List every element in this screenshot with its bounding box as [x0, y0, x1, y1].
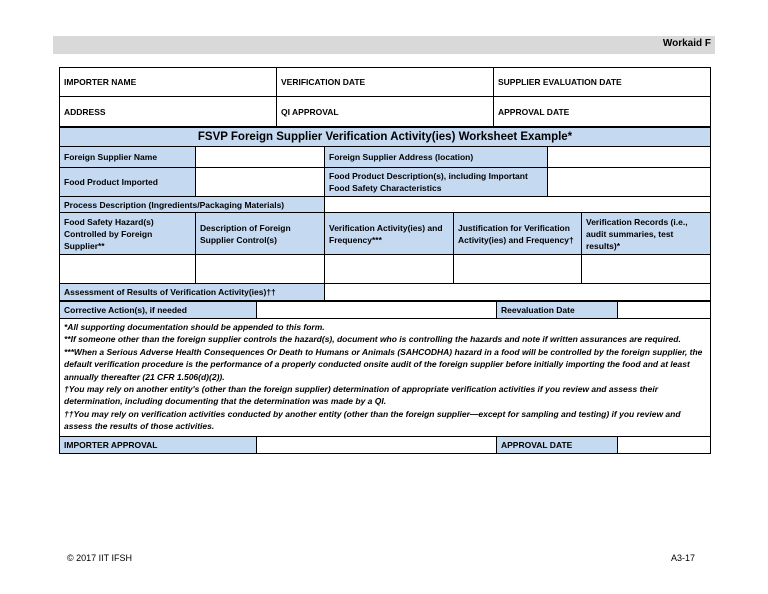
- corrective-action-label: Corrective Action(s), if needed: [60, 302, 257, 319]
- col-supplier-controls: Description of Foreign Supplier Control(s): [196, 213, 325, 255]
- supplier-evaluation-date-label: SUPPLIER EVALUATION DATE: [494, 68, 711, 97]
- reevaluation-date-label: Reevaluation Date: [497, 302, 618, 319]
- verification-worksheet-table: [59, 127, 711, 301]
- footnote-5: ††You may rely on verification activities conducted by another entity (other than the foreign supplier—except for sampling and testing) if you review and assess the results of those activities.: [64, 408, 681, 432]
- process-description-label: Process Description (Ingredients/Packaging Materials): [60, 197, 325, 213]
- process-description-cell: [325, 197, 711, 213]
- col-food-safety-hazards: Food Safety Hazard(s) Controlled by Foreign Supplier**: [60, 213, 196, 255]
- foreign-supplier-address-label: Foreign Supplier Address (location): [325, 147, 548, 168]
- corrective-action-cell: [257, 302, 497, 319]
- page-number: A3-17: [671, 553, 696, 563]
- page-header-bar: [53, 36, 715, 54]
- footnotes: [60, 319, 711, 437]
- qi-approval-label: QI APPROVAL: [277, 97, 494, 127]
- address-label: ADDRESS: [60, 97, 277, 127]
- bottom-approval-date-label: APPROVAL DATE: [497, 436, 618, 453]
- foreign-supplier-name-label: Foreign Supplier Name: [60, 147, 196, 168]
- approval-date-label: APPROVAL DATE: [494, 97, 711, 127]
- col-verification-activities: Verification Activity(ies) and Frequency***: [325, 213, 454, 255]
- food-product-description-cell: [548, 168, 711, 197]
- importer-approval-cell: [257, 436, 497, 453]
- foreign-supplier-name-cell: [196, 147, 325, 168]
- food-product-imported-cell: [196, 168, 325, 197]
- food-product-imported-label: Food Product Imported: [60, 168, 196, 197]
- food-product-description-label: Food Product Description(s), including Important Food Safety Characteristics: [325, 168, 548, 197]
- worksheet: [59, 67, 710, 454]
- footnote-1: *All supporting documentation should be appended to this form.: [64, 322, 325, 332]
- copyright-text: © 2017 IIT IFSH: [67, 553, 132, 563]
- footnote-4: †You may rely on another entity's (other than the foreign supplier) determination of appropriate verification activities if you review and assess their determination, including documenting that the determination was made by a QI.: [64, 384, 659, 407]
- corrective-action-table: [59, 301, 711, 454]
- col-justification: Justification for Verification Activity(ies) and Frequency†: [454, 213, 582, 255]
- control-cell: [196, 255, 325, 284]
- col-verification-records: Verification Records (i.e., audit summaries, test results)*: [582, 213, 711, 255]
- footnote-2: **If someone other than the foreign supplier controls the hazard(s), document who is controlling the hazards and note if written assurances are required.: [64, 334, 681, 345]
- reevaluation-date-cell: [618, 302, 711, 319]
- bottom-approval-date-cell: [618, 436, 711, 453]
- justification-cell: [454, 255, 582, 284]
- activity-cell: [325, 255, 454, 284]
- workaid-label: Workaid F: [662, 38, 711, 49]
- verification-date-label: VERIFICATION DATE: [277, 68, 494, 97]
- foreign-supplier-address-cell: [548, 147, 711, 168]
- importer-info-table: [59, 67, 711, 127]
- hazard-cell: [60, 255, 196, 284]
- assessment-cell: [325, 284, 711, 301]
- importer-name-label: IMPORTER NAME: [60, 68, 277, 97]
- footnote-3: ***When a Serious Adverse Health Consequences Or Death to Humans or Animals (SAHCODHA) hazard in a food will be controlled by the foreign supplier, the default verification procedure is the performance of a properly conducted onsite audit of the foreign supplier before initially importing the food and at least annually thereafter (21 CFR 1.506(d)(2)).: [64, 346, 703, 382]
- importer-approval-label: IMPORTER APPROVAL: [60, 436, 257, 453]
- records-cell: [582, 255, 711, 284]
- worksheet-title: FSVP Foreign Supplier Verification Activity(ies) Worksheet Example*: [60, 128, 711, 147]
- assessment-label: Assessment of Results of Verification Activity(ies)††: [60, 284, 325, 301]
